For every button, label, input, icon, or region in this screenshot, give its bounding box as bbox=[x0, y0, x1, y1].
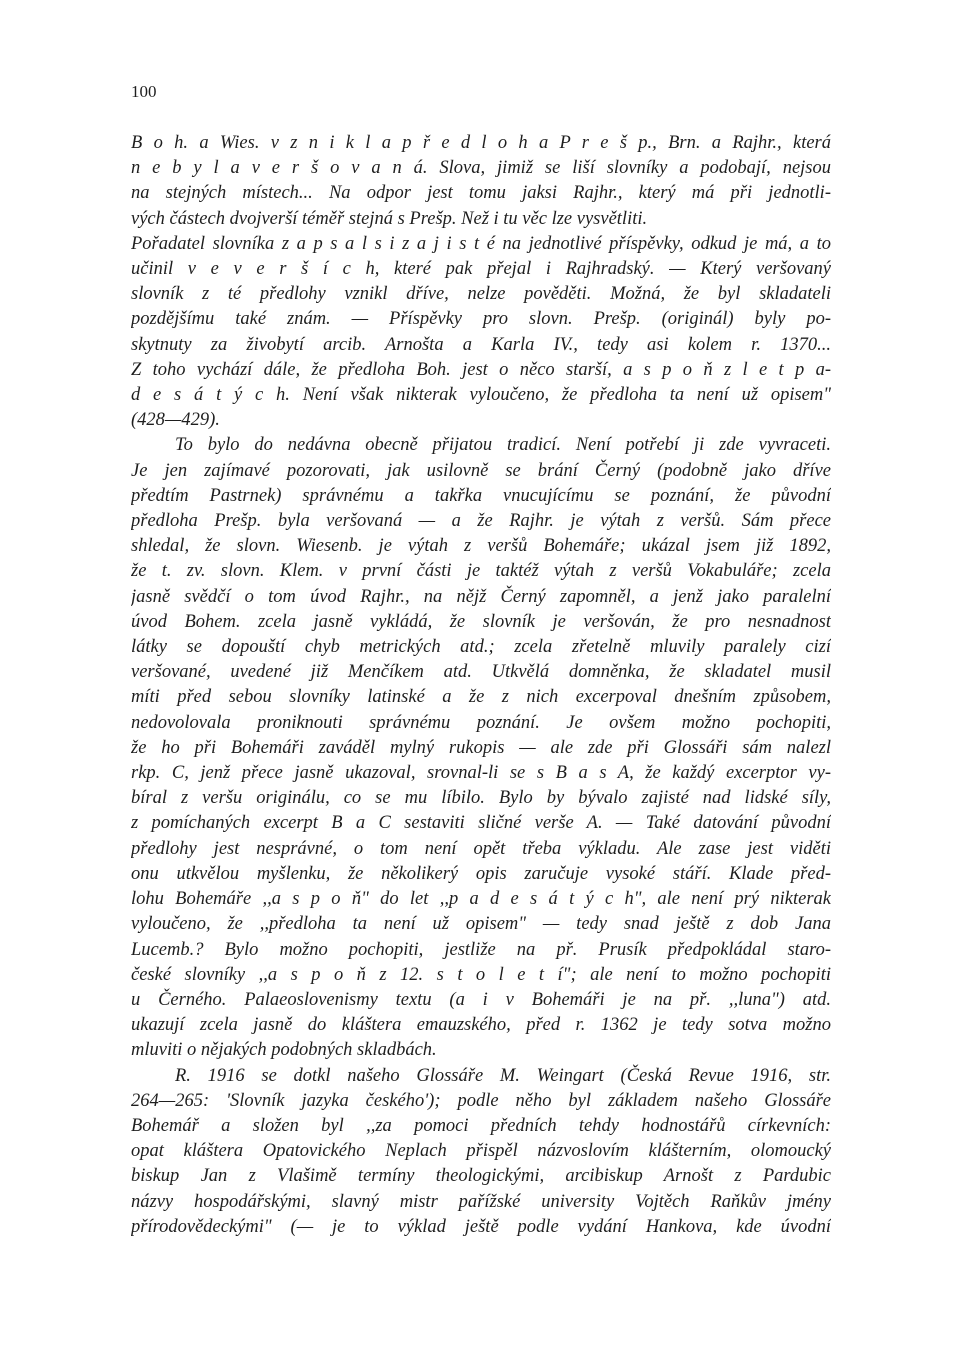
text-line: R. 1916 se dotkl našeho Glossáře M. Weingart (Česká Revue 1916, str. bbox=[175, 1065, 831, 1086]
text-line: míti před sebou slovníky latinské a že z nich excerpoval dnešním způsobem, bbox=[131, 687, 831, 708]
text-line: (428—429). bbox=[131, 410, 220, 431]
text-line: na stejných místech... Na odpor jest tomu jaksi Rajhr., který má při jednotli- bbox=[131, 183, 831, 204]
text-line: přírodovědeckými" (— je to výklad ještě podle vydání Hankova, kde úvodní bbox=[131, 1216, 831, 1237]
text-line: vých částech dvojverší téměř stejná s Prešp. Než i tu věc lze vysvětliti. bbox=[131, 208, 648, 229]
text-line: lohu Bohemáře ,,a s p o ň" do let ,,p a d e s á t ý c h", ale není prý nikterak bbox=[131, 889, 831, 910]
text-line: u Černého. Palaeoslovenismy textu (a i v Bohemáři je na př. ,,luna") atd. bbox=[131, 989, 831, 1010]
page-number: 100 bbox=[131, 82, 157, 101]
text-line: že t. zv. slovn. Klem. v první části je taktéž výtah z veršů Vokabuláře; zcela bbox=[131, 561, 831, 582]
text-line: předlohy jest nesprávné, o tom není opět třeba výkladu. Ale zase jest viděti bbox=[131, 838, 831, 859]
text-line: látky se dopouští chyb metrických atd.; zcela zřetelně mluvily paralely cizí bbox=[131, 637, 831, 658]
text-line: slovník z té předlohy vznikl dříve, nelze pověděti. Možná, že byl skladateli bbox=[131, 284, 831, 305]
text-line: opat kláštera Opatovického Neplach přispěl názvoslovím klášterním, olomoucký bbox=[131, 1141, 831, 1162]
text-line: úvod Bohem. zcela jasně vykládá, že slovník je veršován, že pro nesnadnost bbox=[131, 611, 831, 632]
text-line: jasně svědčí o tom úvod Rajhr., na nějž Černý zapomněl, a jenž jako paralelní bbox=[131, 586, 831, 607]
text-line: Lucemb.? Bylo možno pochopiti, jestliže na př. Prusík předpokládal staro- bbox=[131, 939, 831, 960]
text-line: d e s á t ý c h. Není však nikterak vyloučeno, že předloha ta není už opisem" bbox=[131, 385, 831, 406]
text-line: mluviti o nějakých podobných skladbách. bbox=[131, 1040, 437, 1061]
text-line: Je jen zajímavé pozorovati, jak usilovně se brání Černý (podobně jako dříve bbox=[131, 460, 831, 481]
text-line: vyloučeno, že ,,předloha ta není už opisem" — tedy snad ještě z dob Jana bbox=[131, 914, 831, 935]
text-line: ukazují zcela jasně do kláštera emauzského, před r. 1362 je tedy sotva možno bbox=[131, 1015, 831, 1036]
text-line: veršované, uvedené již Menčíkem atd. Utkvělá domněnka, že skladatel musil bbox=[131, 662, 831, 683]
text-line: Z toho vychází dále, že předloha Boh. jest o něco starší, a s p o ň z l e t p a- bbox=[131, 359, 831, 380]
text-line: české slovníky ,,a s p o ň z 12. s t o l e t í"; ale není to možno pochopiti bbox=[131, 964, 831, 985]
text-line: z pomíchaných excerpt B a C sestaviti sličné verše A. — Také datování původní bbox=[131, 813, 831, 834]
text-line: To bylo do nedávna obecně přijatou tradicí. Není potřebí ji zde vyvraceti. bbox=[175, 435, 831, 456]
text-line: že ho při Bohemáři zaváděl mylný rukopis — ale zde při Glossáři sám nalezl bbox=[131, 737, 831, 758]
text-line: Pořadatel slovníka z a p s a l s i z a j i s t é na jednotlivé příspěvky, odkud je má, a to bbox=[131, 233, 831, 254]
text-line: skytnuty za živobytí arcib. Arnošta a Karla IV., tedy asi kolem r. 1370... bbox=[131, 334, 831, 355]
text-line: biskup Jan z Vlašimě termíny theologickými, arcibiskup Arnošt z Pardubic bbox=[131, 1166, 831, 1187]
text-line: pozdějšímu také znám. — Příspěvky pro slovn. Prešp. (originál) byly po- bbox=[131, 309, 831, 330]
text-line: nedovolovala proniknouti správnému poznání. Je ovšem možno pochopiti, bbox=[131, 712, 831, 733]
text-line: 264—265: 'Slovník jazyka českého'); podle něho byl základem našeho Glossáře bbox=[131, 1090, 831, 1111]
text-line: předloha Prešp. byla veršovaná — a že Rajhr. je výtah z veršů. Sám přece bbox=[131, 511, 831, 532]
text-line: učinil v e v e r š í c h, které pak přejal i Rajhradský. — Který veršovaný bbox=[131, 259, 831, 280]
text-line: n e b y l a v e r š o v a n á. Slova, jimiž se liší slovníky a podobají, nejsou bbox=[131, 158, 831, 179]
text-line: shledal, že slovn. Wiesenb. je výtah z veršů Bohemáře; ukázal jsem již 1892, bbox=[131, 536, 831, 557]
text-line: bíral z veršu originálu, co se mu líbilo. Bylo by bývalo zajisté nad lidské síly, bbox=[131, 788, 831, 809]
text-line: Bohemář a složen byl ,,za pomoci předních tehdy hodnostářů církevních: bbox=[131, 1115, 831, 1136]
text-line: onu utkvělou myšlenku, že několikerý opis zaručuje vysoké stáří. Klade před- bbox=[131, 863, 831, 884]
text-line: rkp. C, jenž přece jasně ukazoval, srovnal-li se s B a s A, že každý excerptor vy- bbox=[131, 763, 831, 784]
text-line: B o h. a Wies. v z n i k l a p ř e d l o h a P r e š p., Brn. a Rajhr., která bbox=[131, 133, 831, 153]
text-line: předtím Pastrnek) správnému a takřka vnucujícímu se poznání, že původní bbox=[131, 485, 831, 506]
body-text bbox=[131, 131, 831, 1240]
text-line: názvy hospodářskými, slavný mistr pařížské university Vojtěch Raňkův jmény bbox=[131, 1191, 831, 1212]
